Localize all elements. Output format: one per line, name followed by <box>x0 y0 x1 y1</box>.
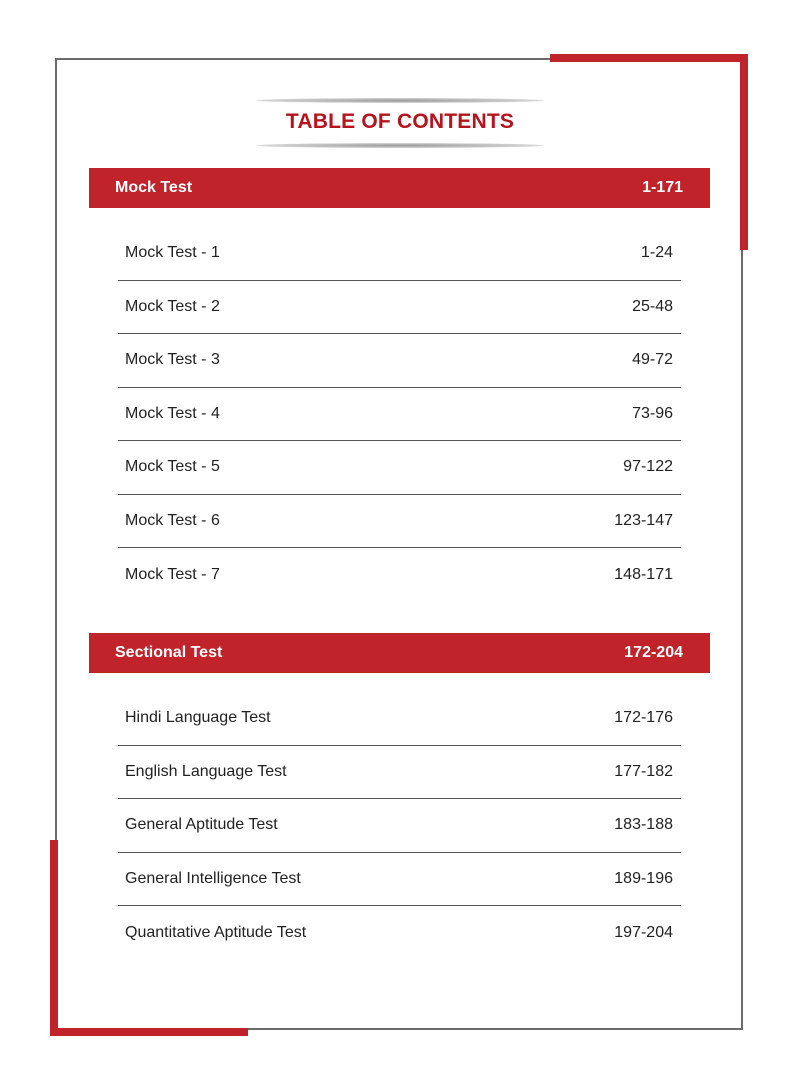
list-item <box>118 799 681 853</box>
item-page-range: 148-171 <box>614 565 673 583</box>
corner-accent-top-right <box>550 54 748 62</box>
item-label: Mock Test - 2 <box>125 297 220 315</box>
item-page-range: 189-196 <box>614 869 673 887</box>
item-page-range: 25-48 <box>632 297 673 315</box>
list-item <box>118 495 681 549</box>
corner-accent-bottom-left <box>50 1028 248 1036</box>
list-item <box>118 692 681 746</box>
list-item <box>118 746 681 800</box>
list-item <box>118 227 681 281</box>
page-title: TABLE OF CONTENTS <box>285 110 515 133</box>
list-item <box>118 281 681 335</box>
item-label: English Language Test <box>125 762 287 780</box>
section-header-sectional-test <box>89 633 710 673</box>
item-page-range: 123-147 <box>614 511 673 529</box>
item-label: Mock Test - 1 <box>125 244 220 262</box>
title-divider-top <box>256 98 544 103</box>
list-item <box>118 441 681 495</box>
item-label: General Intelligence Test <box>125 869 301 887</box>
item-label: Mock Test - 5 <box>125 458 220 476</box>
item-page-range: 197-204 <box>614 923 673 941</box>
list-item <box>118 388 681 442</box>
item-label: Mock Test - 6 <box>125 511 220 529</box>
corner-accent-top-right-vertical <box>740 54 748 250</box>
section-list-mock-test <box>118 227 681 602</box>
corner-accent-bottom-left-vertical <box>50 840 58 1036</box>
item-label: Hindi Language Test <box>125 709 271 727</box>
item-label: Quantitative Aptitude Test <box>125 923 307 941</box>
section-header-mock-test <box>89 168 710 208</box>
item-page-range: 183-188 <box>614 816 673 834</box>
section-title: Mock Test <box>115 179 193 196</box>
item-label: Mock Test - 4 <box>125 404 220 422</box>
item-page-range: 97-122 <box>623 458 673 476</box>
list-item <box>118 906 681 960</box>
item-page-range: 172-176 <box>614 709 673 727</box>
item-label: Mock Test - 7 <box>125 565 220 583</box>
list-item <box>118 334 681 388</box>
item-page-range: 177-182 <box>614 762 673 780</box>
title-banner <box>256 98 544 150</box>
list-item <box>118 548 681 602</box>
section-page-range: 1-171 <box>642 179 683 196</box>
section-page-range: 172-204 <box>624 644 683 661</box>
section-title: Sectional Test <box>115 644 223 661</box>
item-label: General Aptitude Test <box>125 816 278 834</box>
section-list-sectional-test <box>118 692 681 960</box>
item-page-range: 1-24 <box>640 244 673 262</box>
title-divider-bottom <box>256 143 544 148</box>
list-item <box>118 853 681 907</box>
item-label: Mock Test - 3 <box>125 351 220 369</box>
item-page-range: 73-96 <box>632 404 673 422</box>
item-page-range: 49-72 <box>632 351 673 369</box>
